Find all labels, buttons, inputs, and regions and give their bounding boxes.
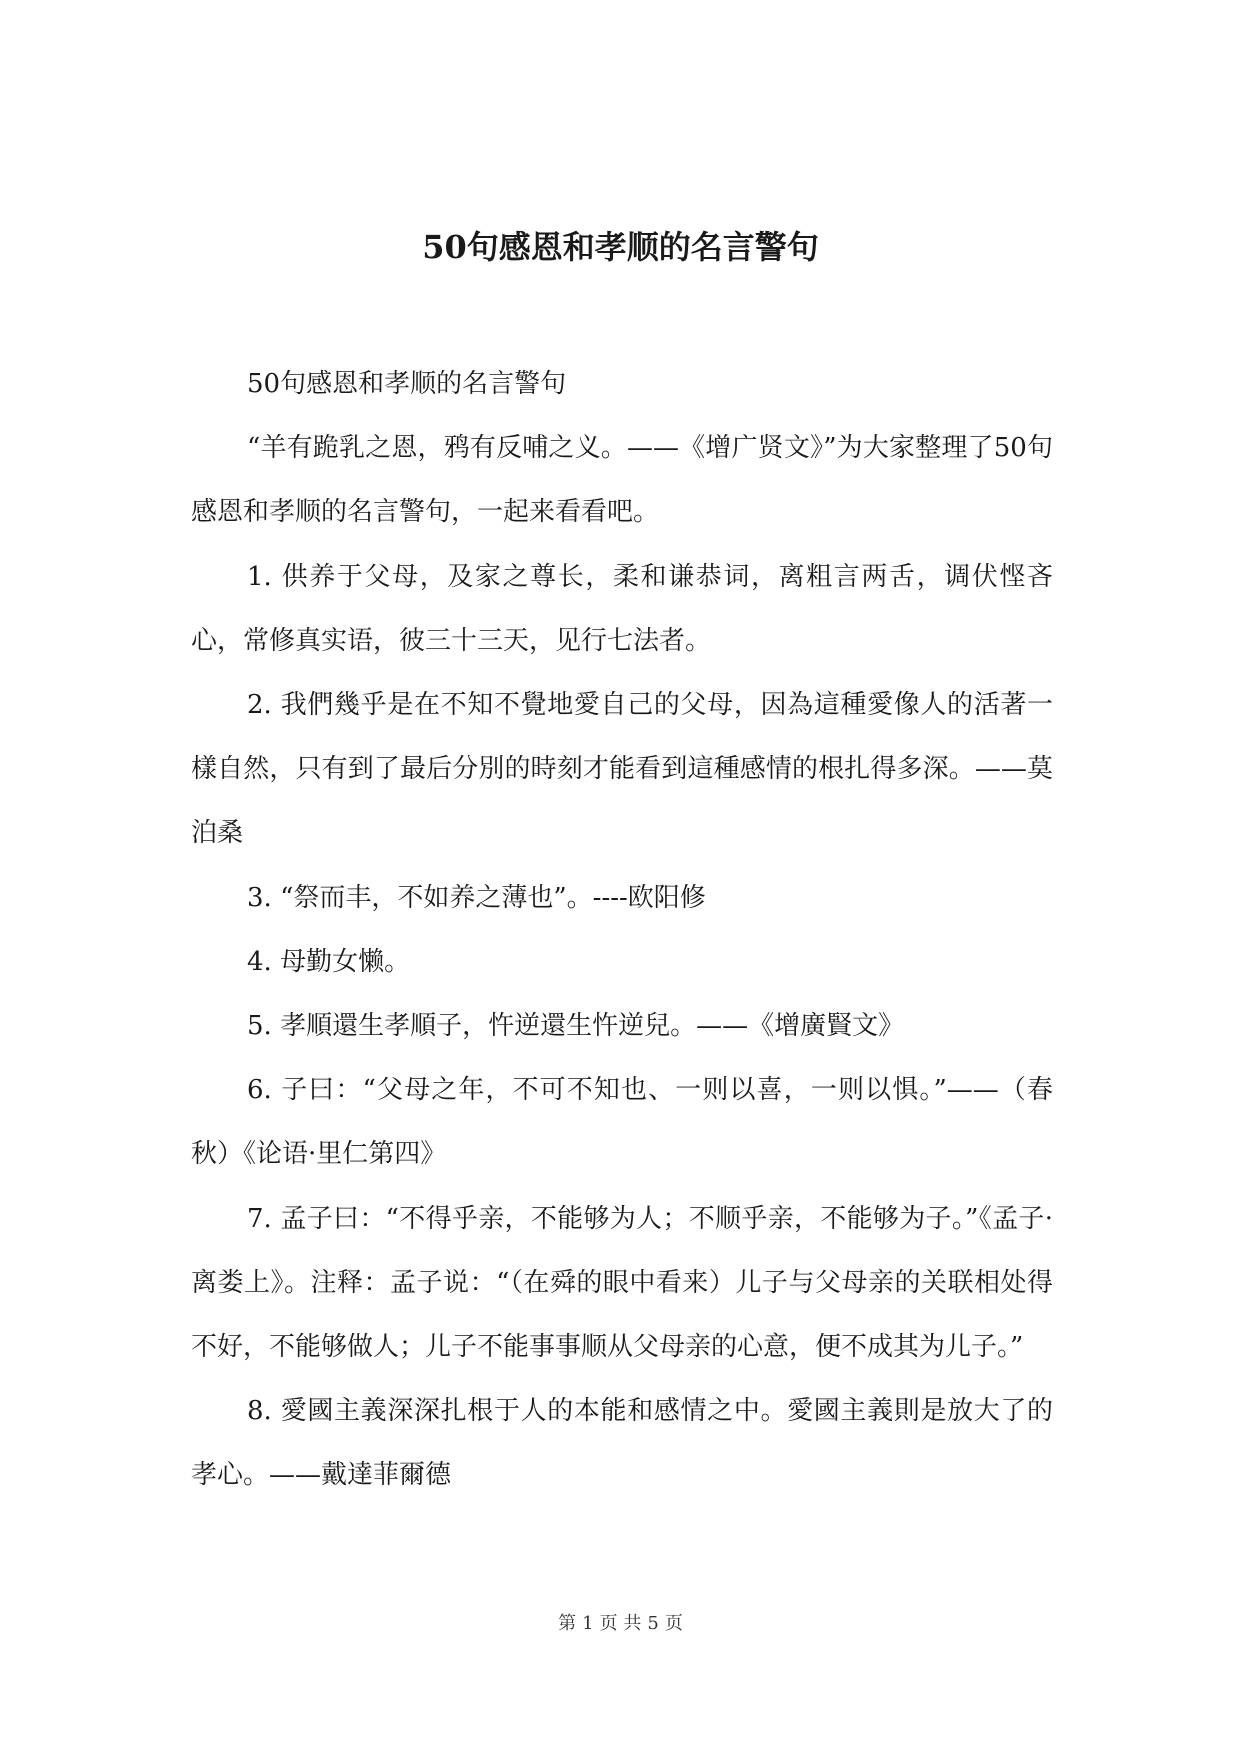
paragraph-quote-5: 5. 孝順還生孝順子，忤逆還生忤逆兒。——《增廣賢文》 (247, 1011, 905, 1042)
page-footer (0, 1612, 1241, 1636)
footer-mid: 页 共 (599, 1613, 642, 1634)
paragraph-subtitle: 50句感恩和孝顺的名言警句 (247, 369, 567, 399)
footer-prefix: 第 (558, 1613, 577, 1634)
paragraph-quote-6: 6. 子曰：“父母之年，不可不知也、一则以喜，一则以惧。”——（春秋）《论语·里仁第四》 (191, 1075, 1053, 1170)
paragraph-intro: “羊有跪乳之恩，鸦有反哺之义。——《增广贤文》”为大家整理了50句感恩和孝顺的名言警句，一起来看看吧。 (191, 433, 1053, 528)
paragraph-quote-8: 8. 愛國主義深深扎根于人的本能和感情之中。愛國主義則是放大了的孝心。——戴達菲爾德 (191, 1396, 1053, 1491)
paragraph-quote-4: 4. 母勤女懒。 (247, 946, 411, 977)
footer-current-page: 1 (582, 1613, 594, 1634)
document-body (191, 352, 1053, 1508)
paragraph-quote-2: 2. 我們幾乎是在不知不覺地愛自己的父母，因為這種愛像人的活著一樣自然，只有到了最后分別的時刻才能看到這種感情的根扎得多深。——莫泊桑 (191, 690, 1053, 849)
paragraph-quote-7: 7. 孟子曰：“不得乎亲，不能够为人；不顺乎亲，不能够为子。”《孟子·离娄上》。注释：孟子说：“（在舜的眼中看来）儿子与父母亲的关联相处得不好，不能够做人；儿子不能事事顺从父母亲的心意，便不成其为儿子。” (191, 1203, 1053, 1363)
paragraph-quote-3: 3. “祭而丰，不如养之薄也”。----欧阳修 (247, 882, 706, 913)
paragraph-quote-1: 1. 供养于父母，及家之尊长，柔和谦恭词，离粗言两舌，调伏悭吝心，常修真实语，彼三十三天，见行七法者。 (191, 561, 1053, 656)
footer-total-pages: 5 (647, 1613, 659, 1634)
footer-suffix: 页 (664, 1613, 683, 1634)
page-title: 50句感恩和孝顺的名言警句 (422, 228, 819, 266)
